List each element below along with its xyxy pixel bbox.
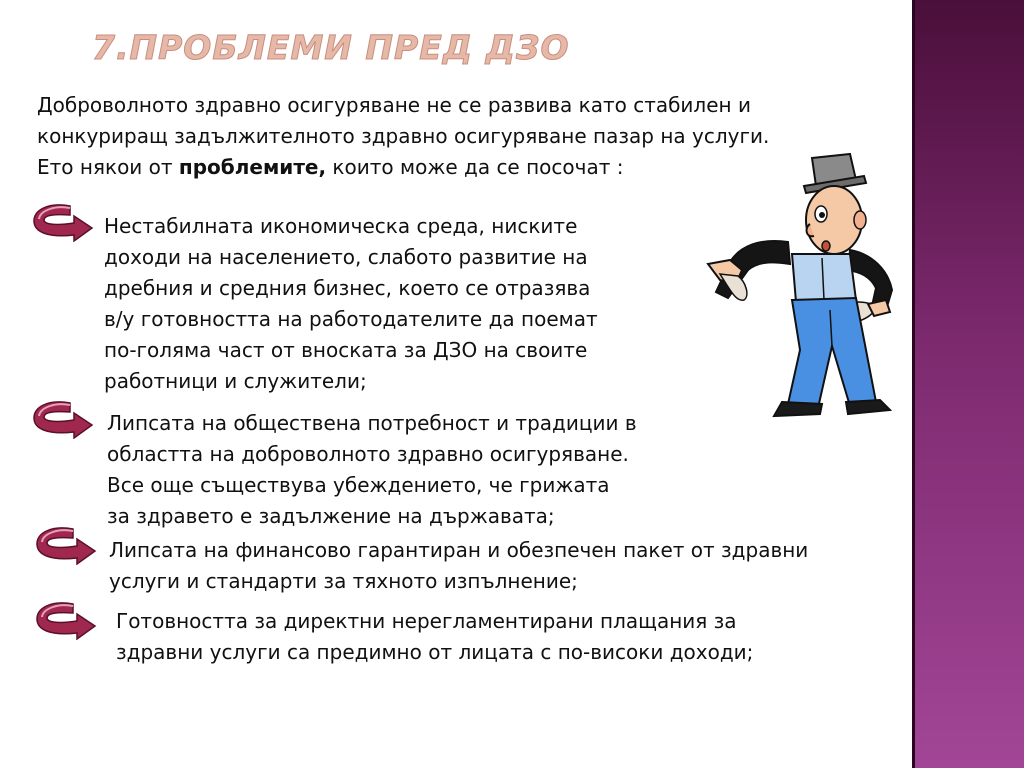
slide-title: 7.ПРОБЛЕМИ ПРЕД ДЗО [92, 28, 570, 67]
decorative-side-band [912, 0, 1024, 768]
curved-arrow-icon [30, 397, 96, 439]
list-item-2-line-3: Все още съществува убеждението, че грижата [107, 473, 610, 497]
intro-line-3-prefix: Ето някои от [37, 155, 179, 179]
side-band-border [912, 0, 915, 768]
list-item-1-line-2: доходи на населението, слабото развитие на [104, 245, 588, 269]
list-item-1-line-5: по-голяма част от вноската за ДЗО на своите [104, 338, 588, 362]
intro-line-2: конкуриращ задължителното здравно осигуряване пазар на услуги. [37, 124, 770, 148]
list-item-4-line-2: здравни услуги са предимно от лицата с по-високи доходи; [116, 640, 754, 664]
list-item-3-line-2: услуги и стандарти за тяхното изпълнение; [109, 569, 578, 593]
man-empty-pockets-illustration [700, 150, 900, 420]
intro-line-3-suffix: които може да се посочат : [326, 155, 624, 179]
list-item-2 [107, 408, 707, 532]
list-item-4-line-1: Готовността за директни нерегламентирани плащания за [116, 609, 737, 633]
curved-arrow-icon [30, 200, 96, 242]
list-item-1-line-1: Нестабилната икономическа среда, ниските [104, 214, 578, 238]
list-item-1 [104, 211, 684, 397]
list-item-2-line-4: за здравето е задължение на държавата; [107, 504, 555, 528]
curved-arrow-icon [33, 523, 99, 565]
intro-line-1: Доброволното здравно осигуряване не се развива като стабилен и [37, 93, 751, 117]
curved-arrow-icon [33, 598, 99, 640]
list-item-2-line-2: областта на доброволното здравно осигуряване. [107, 442, 629, 466]
list-item-1-line-6: работници и служители; [104, 369, 367, 393]
list-item-1-line-4: в/у готовността на работодателите да поемат [104, 307, 598, 331]
intro-line-3-bold: проблемите, [178, 155, 327, 179]
list-item-3 [109, 535, 899, 597]
list-item-1-line-3: дребния и средния бизнес, което се отразява [104, 276, 591, 300]
list-item-4 [116, 606, 896, 668]
list-item-3-line-1: Липсата на финансово гарантиран и обезпечен пакет от здравни [109, 538, 809, 562]
list-item-2-line-1: Липсата на обществена потребност и традиции в [107, 411, 637, 435]
